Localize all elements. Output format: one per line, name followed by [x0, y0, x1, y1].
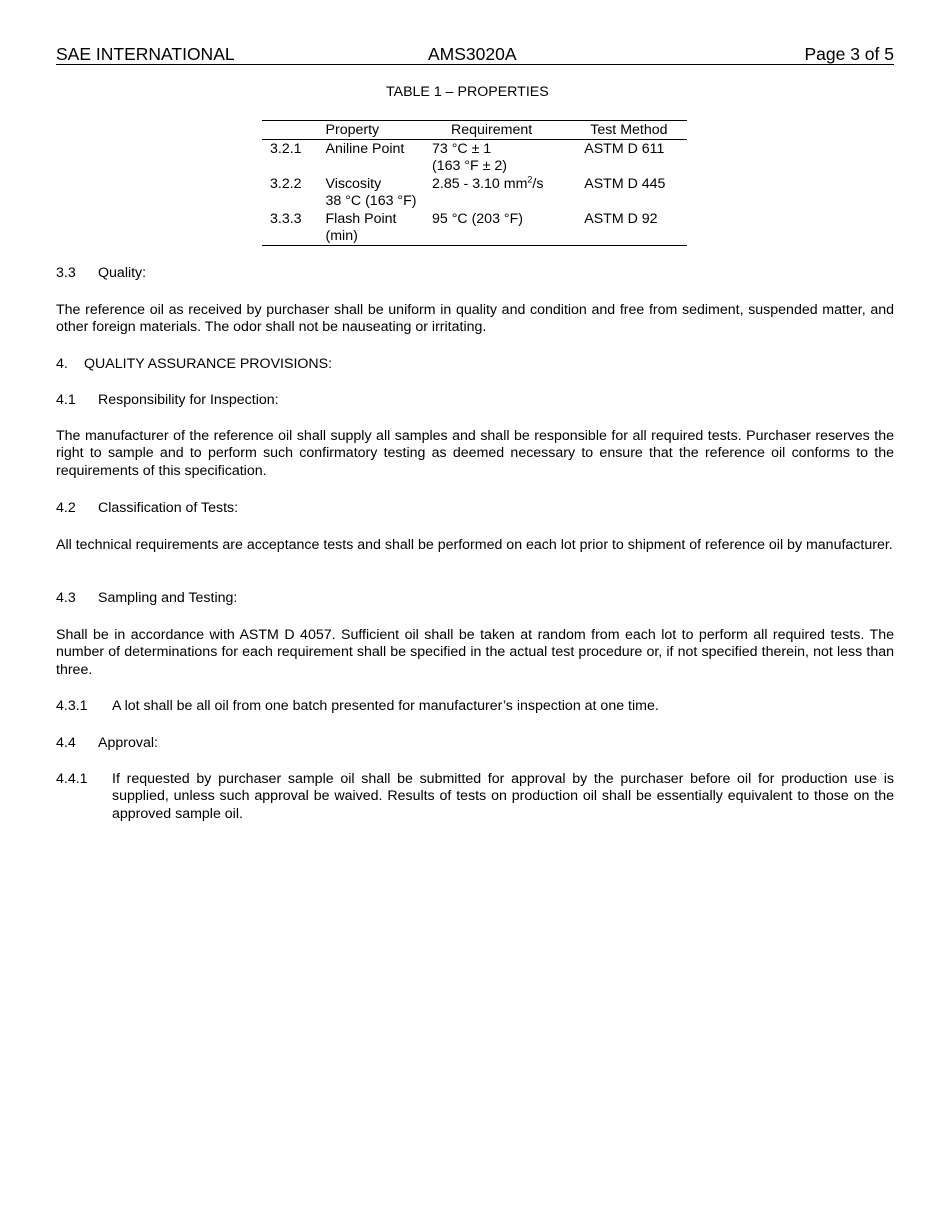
property-line: Flash Point [325, 211, 397, 227]
requirement-line: 95 °C (203 °F) [431, 211, 523, 227]
section-heading-4-2 [56, 500, 894, 517]
section-heading-4-1 [56, 392, 894, 409]
paragraph-responsibility: The manufacturer of the reference oil shall supply all samples and shall be responsible for all required tests. Purchaser reserves the right to sample and to perform such confirmatory testing as deemed necessary to ensure that the reference oil conforms to the requirements of this specification. [56, 428, 894, 479]
table-row [262, 175, 687, 210]
section-title: Sampling and Testing: [98, 590, 238, 606]
table-header-num [262, 121, 326, 140]
section-title: Approval: [98, 735, 158, 751]
row-test-method: ASTM D 92 [584, 210, 687, 246]
row-property [326, 210, 432, 246]
section-number: 4. [56, 356, 68, 372]
row-number: 3.3.3 [262, 210, 326, 246]
section-4-3-1 [56, 698, 894, 715]
properties-table [262, 120, 687, 246]
property-line: Aniline Point [325, 141, 405, 157]
section-title: Responsibility for Inspection: [98, 392, 279, 408]
section-body: If requested by purchaser sample oil shall be submitted for approval by the purchaser before oil for production use is supplied, unless such approval be waived. Results of tests on production oil shall be essentially equivalent to those on the approved sample oil. [112, 771, 894, 822]
section-4-4-1 [56, 771, 894, 823]
section-heading-4 [56, 356, 894, 373]
requirement-line: 2.85 - 3.10 mm [431, 176, 528, 192]
section-heading-4-4 [56, 735, 894, 752]
section-number: 4.4 [56, 735, 76, 751]
section-title: Quality: [98, 265, 147, 281]
requirement-line: 73 °C ± 1 [431, 141, 492, 157]
table-header-property: Property [326, 121, 432, 140]
section-number: 4.3.1 [56, 698, 88, 714]
row-number: 3.2.1 [270, 141, 302, 157]
table-row [262, 140, 687, 176]
paragraph-sampling: Shall be in accordance with ASTM D 4057. Sufficient oil shall be taken at random from each lot to perform all required tests. The number of determinations for each requirement shall be specified in the actual test procedure or, if not specified therein, not less than three. [56, 627, 894, 678]
section-number: 4.4.1 [56, 771, 88, 787]
row-requirement [432, 175, 584, 210]
header-doc-number: AMS3020A [428, 44, 517, 64]
header-page-number: Page 3 of 5 [804, 44, 894, 64]
section-number: 4.2 [56, 500, 76, 516]
table-header-requirement: Requirement [432, 121, 584, 140]
table-caption: TABLE 1 – PROPERTIES [386, 84, 549, 100]
row-requirement [432, 210, 584, 246]
section-body: A lot shall be all oil from one batch presented for manufacturer’s inspection at one time. [112, 698, 659, 714]
page-header [56, 44, 894, 65]
row-test-method: ASTM D 445 [584, 176, 666, 192]
requirement-line: (163 °F ± 2) [431, 158, 507, 174]
section-number: 4.1 [56, 392, 76, 408]
property-line: (min) [325, 228, 358, 244]
table-row [262, 210, 687, 246]
table-header-test-method: Test Method [584, 121, 687, 140]
requirement-superscript: 2 [527, 174, 533, 185]
property-line: 38 °C (163 °F) [325, 193, 417, 209]
section-title: QUALITY ASSURANCE PROVISIONS: [84, 356, 333, 372]
row-property [326, 140, 432, 176]
property-line: Viscosity [325, 176, 382, 192]
row-property [326, 175, 432, 210]
section-title: Classification of Tests: [98, 500, 239, 516]
row-number: 3.2.2 [270, 176, 302, 192]
section-heading-4-3 [56, 590, 894, 607]
paragraph-quality: The reference oil as received by purchaser shall be uniform in quality and condition and free from sediment, suspended matter, and other foreign materials. The odor shall not be nauseating or irritating. [56, 302, 894, 336]
paragraph-classification: All technical requirements are acceptance tests and shall be performed on each lot prior to shipment of reference oil by manufacturer. [56, 537, 893, 553]
section-number: 4.3 [56, 590, 76, 606]
requirement-suffix: /s [532, 176, 544, 192]
row-test-method: ASTM D 611 [584, 141, 665, 157]
row-requirement [432, 140, 584, 176]
header-org: SAE INTERNATIONAL [56, 44, 235, 64]
section-number: 3.3 [56, 265, 76, 281]
section-heading-3-3 [56, 265, 894, 282]
table-header-row [262, 121, 687, 140]
